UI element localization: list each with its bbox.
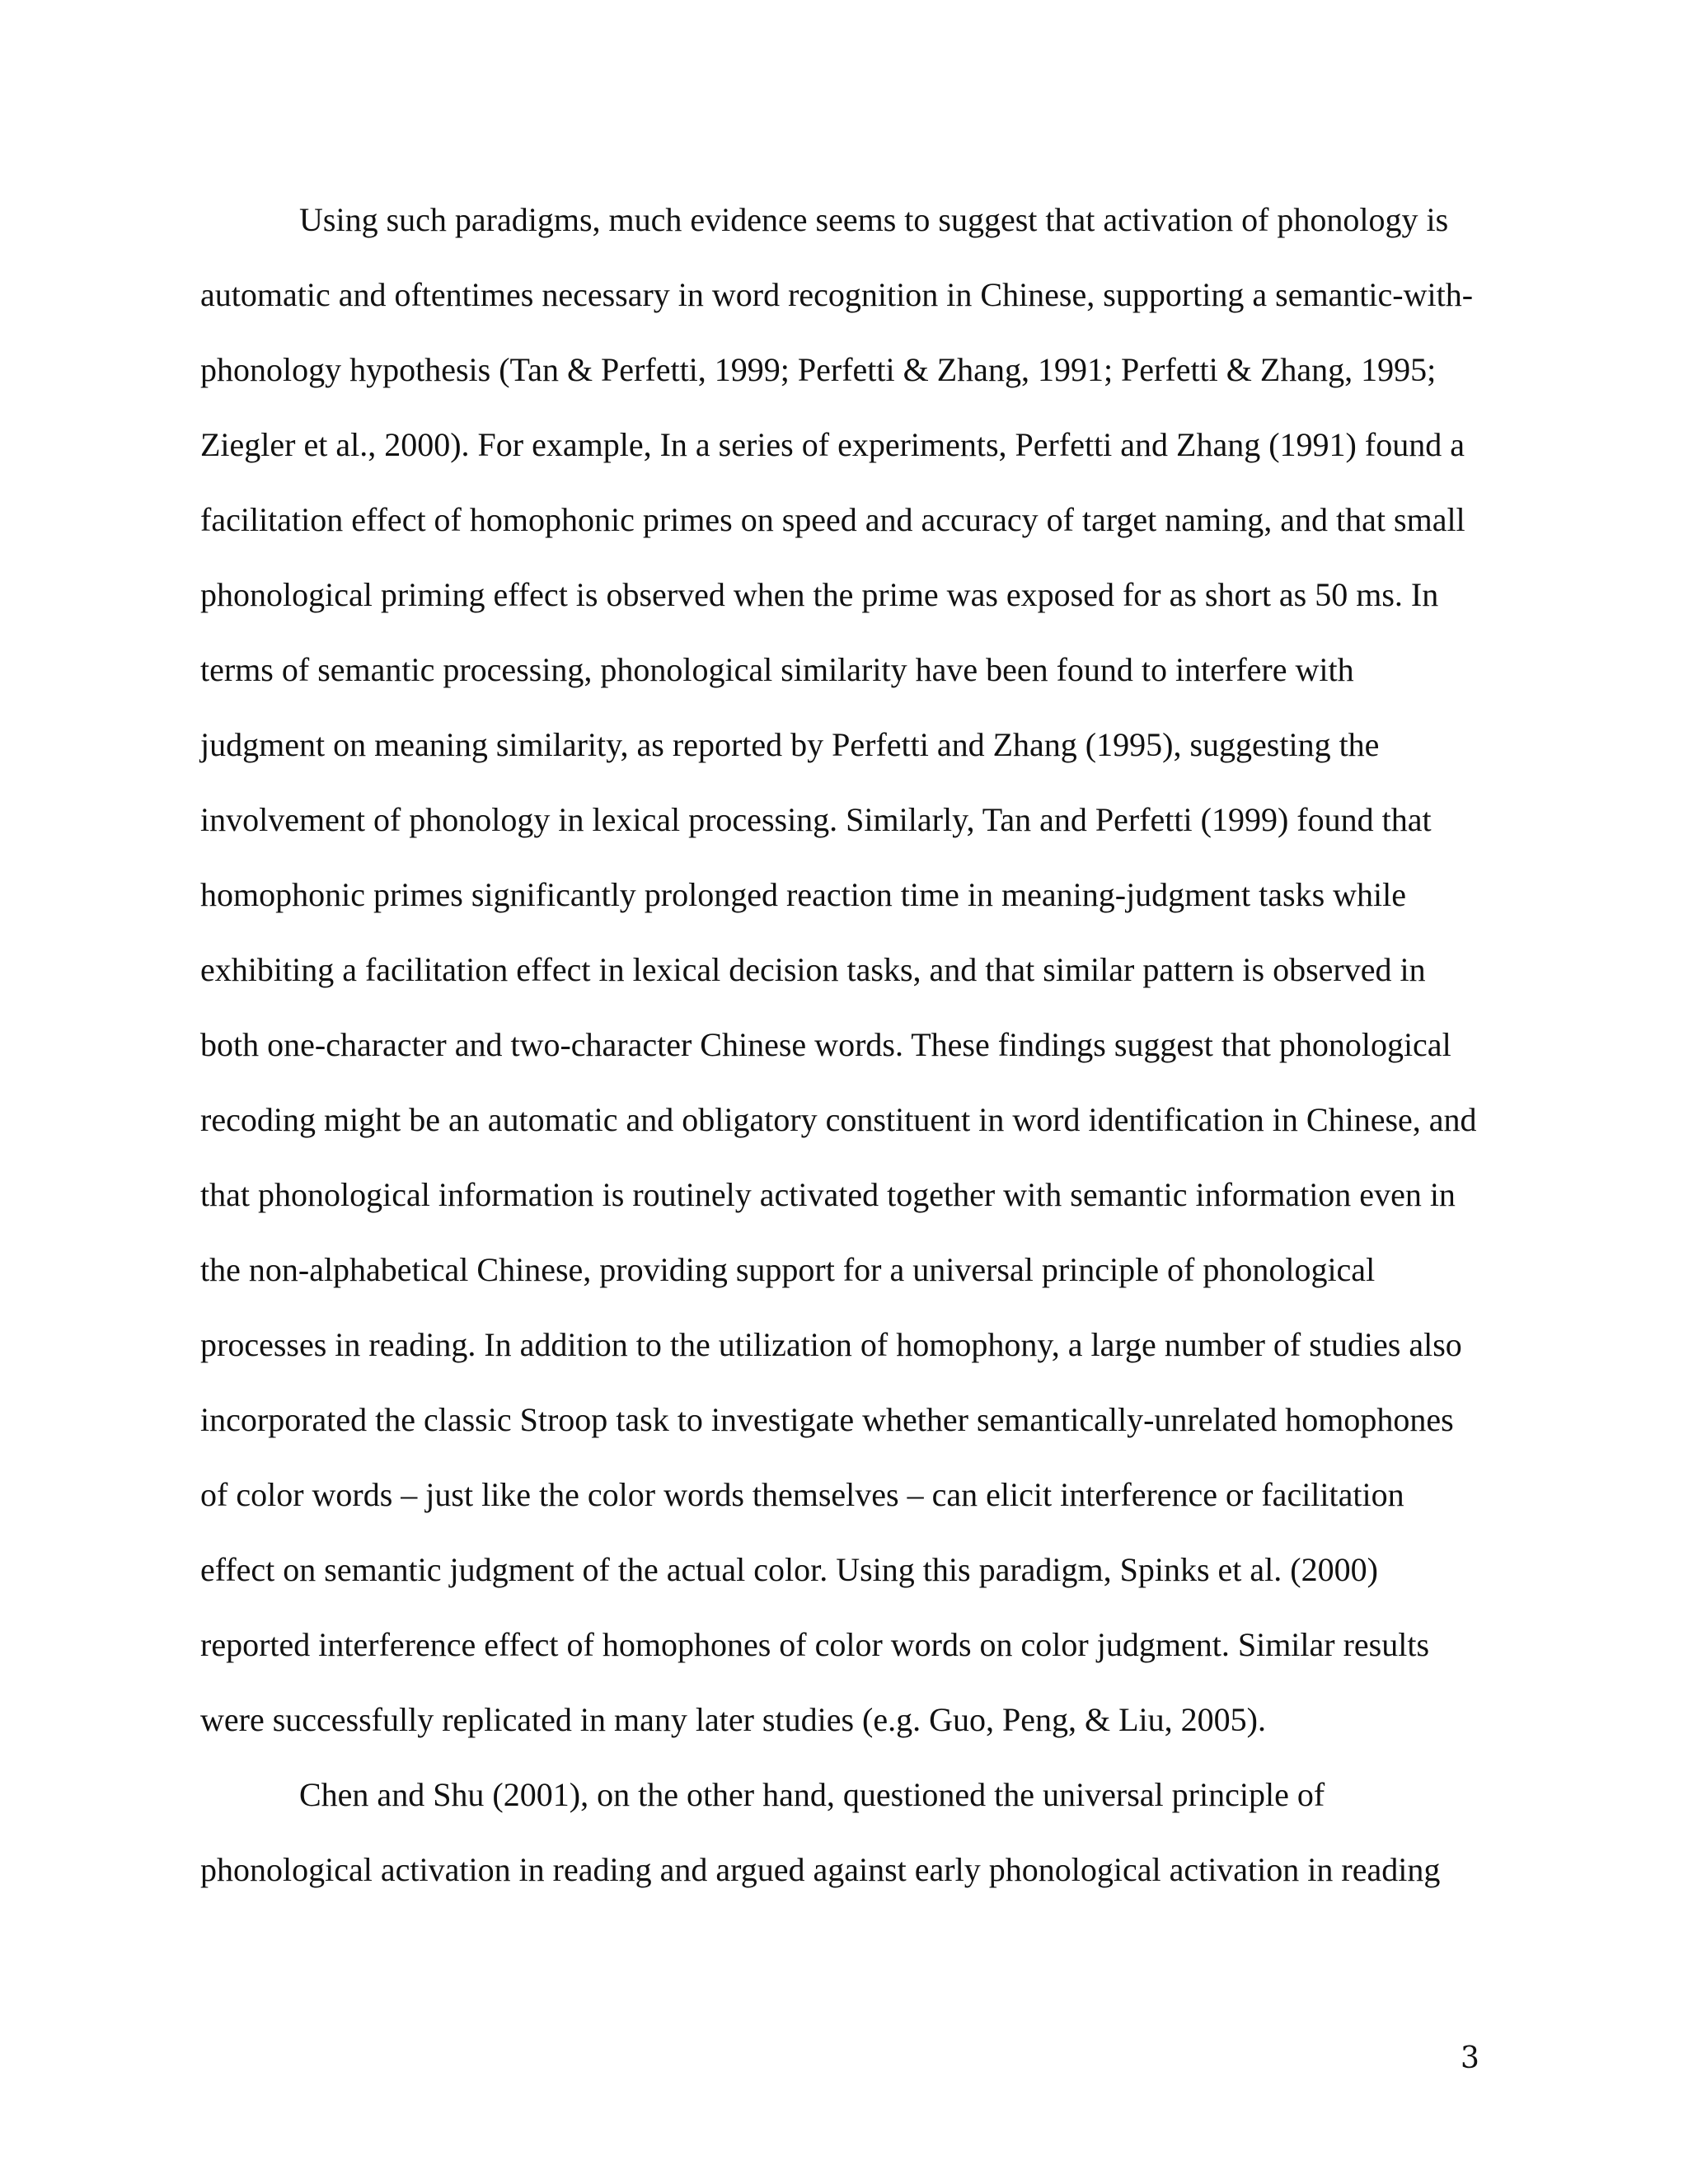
text-line: the non-alphabetical Chinese, providing support for a universal principle of phonological [200, 1251, 1376, 1288]
page-number: 3 [1461, 2041, 1479, 2075]
text-line: of color words – just like the color words themselves – can elicit interference or facilitation [200, 1476, 1404, 1513]
text-line: recoding might be an automatic and obligatory constituent in word identification in Chinese, and [200, 1101, 1477, 1138]
text-line: phonological activation in reading and argued against early phonological activation in reading [200, 1851, 1441, 1888]
text-line: judgment on meaning similarity, as reported by Perfetti and Zhang (1995), suggesting the [200, 726, 1380, 763]
text-line: were successfully replicated in many later studies (e.g. Guo, Peng, & Liu, 2005). [200, 1701, 1266, 1738]
text-line: effect on semantic judgment of the actual color. Using this paradigm, Spinks et al. (2000) [200, 1551, 1378, 1588]
text-line: incorporated the classic Stroop task to investigate whether semantically-unrelated homophones [200, 1401, 1454, 1438]
text-line: facilitation effect of homophonic primes on speed and accuracy of target naming, and that small [200, 501, 1465, 538]
text-line: Chen and Shu (2001), on the other hand, questioned the universal principle of [299, 1776, 1325, 1813]
text-line: phonological priming effect is observed when the prime was exposed for as short as 50 ms. In [200, 576, 1439, 613]
text-line: phonology hypothesis (Tan & Perfetti, 1999; Perfetti & Zhang, 1991; Perfetti & Zhang, 1995; [200, 351, 1437, 388]
text-line: Using such paradigms, much evidence seems to suggest that activation of phonology is [299, 201, 1449, 238]
text-line: automatic and oftentimes necessary in word recognition in Chinese, supporting a semantic-with- [200, 276, 1474, 313]
text-line: reported interference effect of homophones of color words on color judgment. Similar results [200, 1626, 1430, 1663]
text-line: that phonological information is routinely activated together with semantic information even in [200, 1176, 1456, 1213]
text-line: both one-character and two-character Chinese words. These findings suggest that phonological [200, 1026, 1451, 1063]
text-line: processes in reading. In addition to the utilization of homophony, a large number of studies also [200, 1326, 1462, 1363]
text-line: involvement of phonology in lexical processing. Similarly, Tan and Perfetti (1999) found that [200, 801, 1432, 838]
text-line: terms of semantic processing, phonological similarity have been found to interfere with [200, 651, 1354, 688]
text-line: Ziegler et al., 2000). For example, In a series of experiments, Perfetti and Zhang (1991) found a [200, 426, 1465, 463]
text-line: exhibiting a facilitation effect in lexical decision tasks, and that similar pattern is observed in [200, 951, 1426, 988]
text-line: homophonic primes significantly prolonged reaction time in meaning-judgment tasks while [200, 876, 1407, 913]
